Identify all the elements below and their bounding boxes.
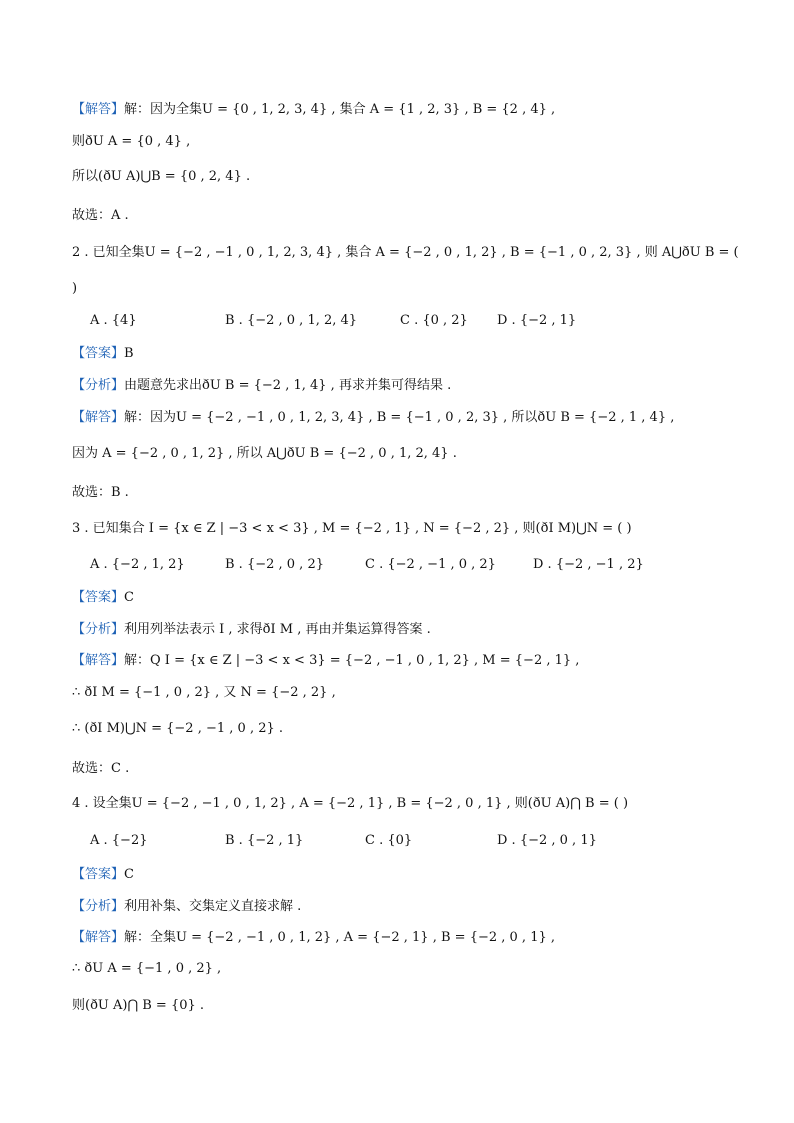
q2-stem-line-1: 2 . 已知全集U = {−2 , −1 , 0 , 1, 2, 3, 4} , 集合 A = {−2 , 0 , 1, 2} , B = {−1 , 0 , 2, 3} , 则 A⋃ðU B = ( [72, 245, 739, 260]
answer-tag: 【答案】 [72, 346, 125, 361]
q3-choose: 故选：C . [72, 761, 130, 776]
analysis-tag: 【分析】 [72, 378, 125, 393]
q2-answer-line [72, 345, 752, 363]
q2-solution-line-1 [72, 409, 752, 427]
p1-choose: 故选：A . [72, 208, 129, 223]
analysis-tag: 【分析】 [72, 622, 125, 637]
q2-choose: 故选：B . [72, 485, 129, 500]
solution-tag: 【解答】 [72, 653, 125, 668]
solution-tag: 【解答】 [72, 930, 125, 945]
q4-answer-line [72, 866, 752, 884]
q2-option-c: C . {0 , 2} [400, 313, 468, 328]
q4-option-c: C . {0} [365, 833, 413, 848]
q2-stem-line-2: ) [72, 281, 78, 296]
solution-tag: 【解答】 [72, 102, 125, 117]
q2-answer: B [124, 346, 134, 361]
answer-tag: 【答案】 [72, 590, 125, 605]
q2-analysis-line [72, 377, 752, 395]
q3-option-a: A . {−2 , 1, 2} [90, 557, 185, 572]
q4-analysis-line [72, 898, 752, 916]
q3-answer-line [72, 589, 752, 607]
q3-analysis-line [72, 621, 752, 639]
p1-solution-line-2: 则ðU A = {0 , 4} , [72, 134, 191, 149]
q4-stem: 4 . 设全集U = {−2 , −1 , 0 , 1, 2} , A = {−2 , 1} , B = {−2 , 0 , 1} , 则(ðU A)⋂ B = ( ) [72, 796, 629, 811]
q4-analysis: 利用补集、交集定义直接求解 . [124, 899, 302, 914]
q2-solution-text: 解：因为U = {−2 , −1 , 0 , 1, 2, 3, 4} , B = {−1 , 0 , 2, 3} , 所以ðU B = {−2 , 1 , 4} , [124, 410, 675, 425]
q4-solution-text: 解：全集U = {−2 , −1 , 0 , 1, 2} , A = {−2 , 1} , B = {−2 , 0 , 1} , [124, 930, 555, 945]
q3-option-c: C . {−2 , −1 , 0 , 2} [365, 557, 496, 572]
q2-option-b: B . {−2 , 0 , 1, 2, 4} [225, 313, 358, 328]
q4-option-d: D . {−2 , 0 , 1} [497, 833, 597, 848]
q3-option-d: D . {−2 , −1 , 2} [533, 557, 644, 572]
q3-solution-line-2: ∴ ðI M = {−1 , 0 , 2} , 又 N = {−2 , 2} , [72, 685, 336, 700]
q2-option-d: D . {−2 , 1} [497, 313, 577, 328]
q4-solution-line-1 [72, 929, 752, 947]
p1-solution-line-3: 所以(ðU A)⋃B = {0 , 2, 4} . [72, 169, 251, 184]
q2-analysis: 由题意先求出ðU B = {−2 , 1, 4} , 再求并集可得结果 . [124, 378, 452, 393]
q4-solution-line-2: ∴ ðU A = {−1 , 0 , 2} , [72, 961, 222, 976]
solution-tag: 【解答】 [72, 410, 125, 425]
q4-solution-line-3: 则(ðU A)⋂ B = {0} . [72, 998, 205, 1013]
q4-option-a: A . {−2} [90, 833, 148, 848]
analysis-tag: 【分析】 [72, 899, 125, 914]
q3-solution-line-3: ∴ (ðI M)⋃N = {−2 , −1 , 0 , 2} . [72, 721, 284, 736]
q3-solution-line-1 [72, 652, 752, 670]
q2-option-a: A . {4} [90, 313, 137, 328]
q3-stem: 3 . 已知集合 I = {x ∈ Z | −3 < x < 3} , M = {−2 , 1} , N = {−2 , 2} , 则(ðI M)⋃N = ( ) [72, 521, 632, 536]
p1-solution-line-1 [72, 101, 752, 119]
q3-answer: C [124, 590, 134, 605]
answer-tag: 【答案】 [72, 867, 125, 882]
q4-answer: C [124, 867, 134, 882]
q4-option-b: B . {−2 , 1} [225, 833, 304, 848]
q3-analysis: 利用列举法表示 I , 求得ðI M , 再由并集运算得答案 . [124, 622, 431, 637]
p1-solution-text: 解：因为全集U = {0 , 1, 2, 3, 4} , 集合 A = {1 , 2, 3} , B = {2 , 4} , [124, 102, 556, 117]
q2-solution-line-2: 因为 A = {−2 , 0 , 1, 2} , 所以 A⋃ðU B = {−2 , 0 , 1, 2, 4} . [72, 446, 457, 461]
q3-solution-text: 解：Q I = {x ∈ Z | −3 < x < 3} = {−2 , −1 , 0 , 1, 2} , M = {−2 , 1} , [124, 653, 580, 668]
q3-option-b: B . {−2 , 0 , 2} [225, 557, 324, 572]
